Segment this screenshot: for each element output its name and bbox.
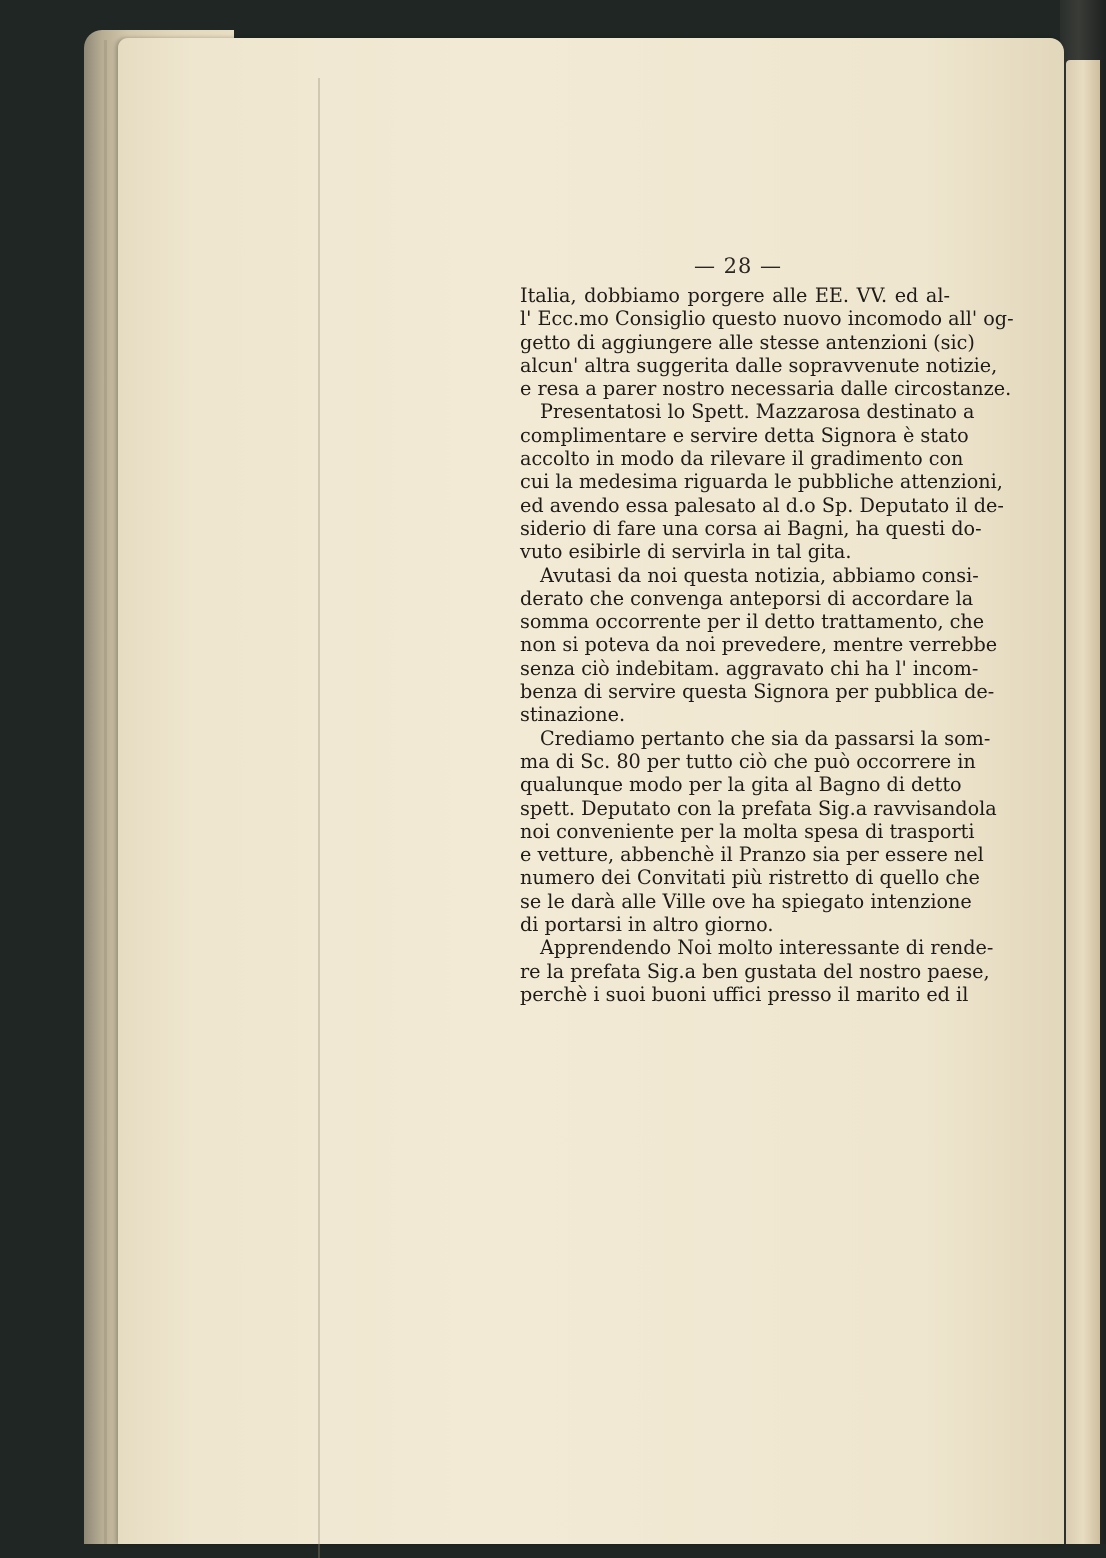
text-line: derato che convenga anteporsi di accordare la — [520, 586, 974, 610]
text-line: stinazione. — [520, 703, 626, 727]
next-page-edge — [1066, 60, 1100, 1544]
text-line: l' Ecc.mo Consiglio questo nuovo incomodo all' og- — [520, 307, 1014, 331]
text-line: numero dei Convitati più ristretto di quello che — [520, 866, 980, 890]
page-fold-line — [318, 78, 320, 1558]
text-line: e vetture, abbenchè il Pranzo sia per essere nel — [520, 843, 984, 867]
text-line: qualunque modo per la gita al Bagno di detto — [520, 773, 962, 797]
text-line: complimentare e servire detta Signora è stato — [520, 423, 969, 447]
text-line: re la prefata Sig.a ben gustata del nostro paese, — [520, 959, 990, 983]
text-line: somma occorrente per il detto trattamento, che — [520, 610, 985, 634]
text-line: Apprendendo Noi molto interessante di rende- — [540, 936, 994, 960]
text-line: Crediamo pertanto che sia da passarsi la som- — [540, 726, 991, 750]
text-line: getto di aggiungere alle stesse antenzioni (sic) — [520, 330, 975, 354]
text-line: spett. Deputato con la prefata Sig.a ravvisandola — [520, 796, 997, 820]
text-line: alcun' altra suggerita dalle sopravvenute notizie, — [520, 353, 998, 377]
text-line: benza di servire questa Signora per pubblica de- — [520, 680, 995, 704]
text-line: non si poteva da noi prevedere, mentre verrebbe — [520, 633, 998, 657]
text-line: accolto in modo da rilevare il gradimento con — [520, 447, 964, 471]
text-line: vuto esibirle di servirla in tal gita. — [520, 540, 852, 564]
text-line: cui la medesima riguarda le pubbliche attenzioni, — [520, 470, 1003, 494]
page-number: — 28 — — [693, 254, 783, 278]
text-line: noi conveniente per la molta spesa di trasporti — [520, 819, 975, 843]
text-line: perchè i suoi buoni uffici presso il marito ed il — [520, 982, 969, 1006]
text-line: Italia, dobbiamo porgere alle EE. VV. ed al- — [520, 284, 950, 307]
text-line: se le darà alle Ville ove ha spiegato intenzione — [520, 889, 972, 913]
text-line: e resa a parer nostro necessaria dalle circostanze. — [520, 377, 1012, 401]
body-text — [520, 284, 1014, 1006]
text-line: Avutasi da noi questa notizia, abbiamo consi- — [540, 563, 979, 587]
text-line: senza ciò indebitam. aggravato chi ha l' incom- — [520, 656, 979, 680]
text-line: siderio di fare una corsa ai Bagni, ha questi do- — [520, 516, 982, 540]
text-line: Presentatosi lo Spett. Mazzarosa destinato a — [540, 400, 975, 424]
text-line: ma di Sc. 80 per tutto ciò che può occorrere in — [520, 749, 976, 773]
text-line: ed avendo essa palesato al d.o Sp. Deputato il de- — [520, 493, 1004, 517]
text-line: di portarsi in altro giorno. — [520, 913, 774, 937]
